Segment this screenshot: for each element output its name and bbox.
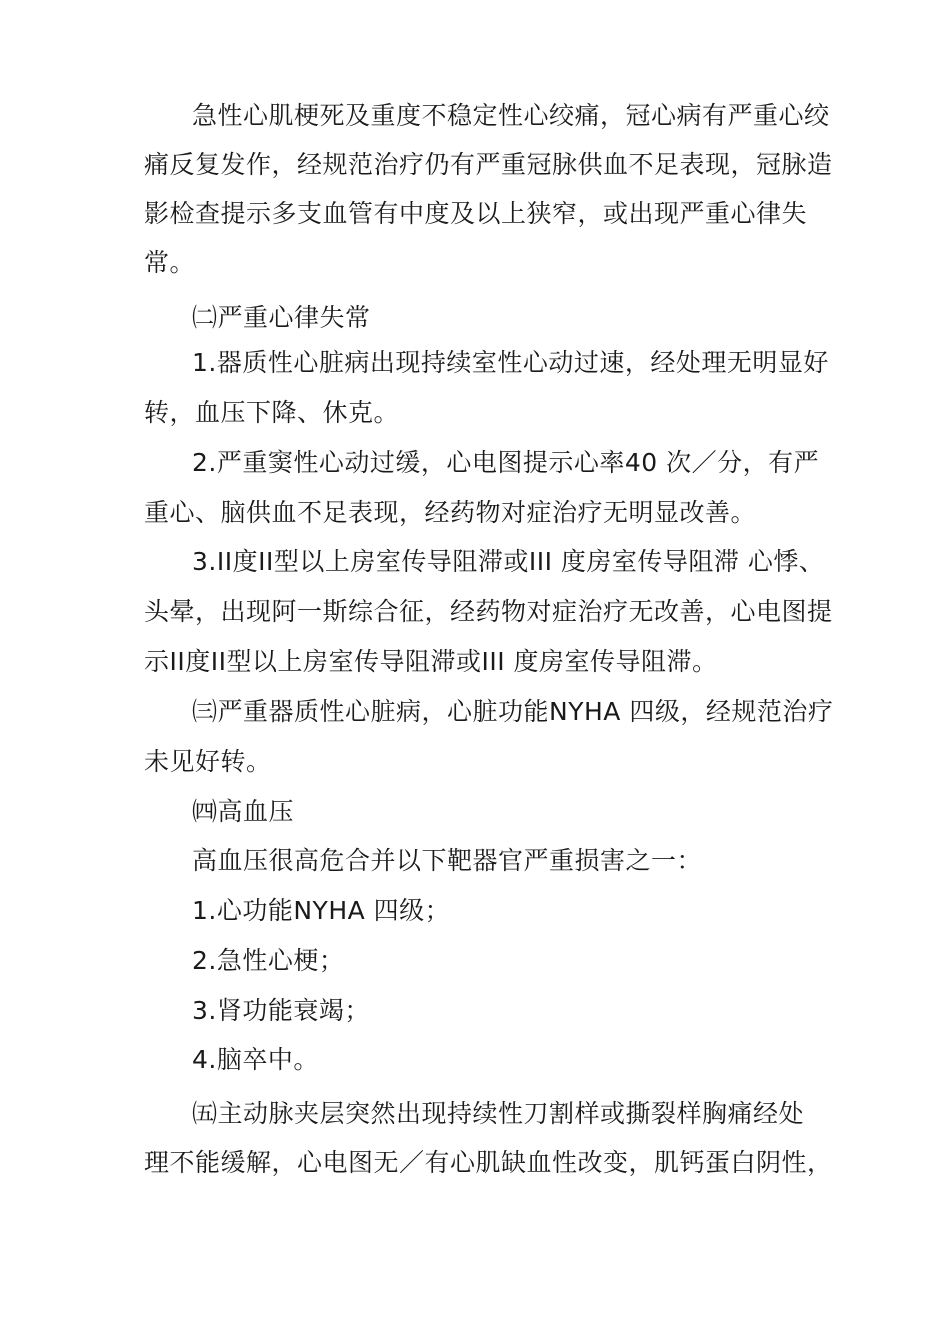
text-line: 理不能缓解，心电图无／有心肌缺血性改变，肌钙蛋白阴性， (144, 1148, 833, 1177)
list-item: 2.急性心梗； (192, 946, 345, 975)
text-line: 示II度II型以上房室传导阻滞或III 度房室传导阻滞。 (144, 647, 718, 676)
text-line: 重心、脑供血不足表现，经药物对症治疗无明显改善。 (144, 498, 757, 527)
text-line: 3.II度II型以上房室传导阻滞或III 度房室传导阻滞 心悸、 (192, 547, 825, 576)
text-line: 1.器质性心脏病出现持续室性心动过速，经处理无明显好 (192, 348, 829, 377)
section-heading: ㈢严重器质性心脏病，心脏功能NYHA 四级，经规范治疗 (192, 697, 834, 726)
section-heading: ㈡严重心律失常 (192, 303, 371, 332)
text-line: 影检查提示多支血管有中度及以上狭窄，或出现严重心律失 (144, 199, 808, 228)
list-item: 3.肾功能衰竭； (192, 996, 370, 1025)
section-heading: ㈤主动脉夹层突然出现持续性刀割样或撕裂样胸痛经处 (192, 1099, 805, 1128)
text-line: 2.严重窦性心动过缓，心电图提示心率40 次／分，有严 (192, 448, 820, 477)
text-line: 未见好转。 (144, 747, 272, 776)
text-line: 高血压很高危合并以下靶器官严重损害之一： (192, 846, 703, 875)
text-line: 头晕，出现阿一斯综合征，经药物对症治疗无改善，心电图提 (144, 597, 833, 626)
list-item: 4.脑卒中。 (192, 1045, 319, 1074)
list-item: 1.心功能NYHA 四级； (192, 896, 451, 925)
text-line: 转，血压下降、休克。 (144, 398, 400, 427)
text-line: 急性心肌梗死及重度不稳定性心绞痛，冠心病有严重心绞 (192, 101, 830, 130)
section-heading: ㈣高血压 (192, 797, 295, 826)
text-line: 常。 (144, 248, 196, 277)
text-line: 痛反复发作，经规范治疗仍有严重冠脉供血不足表现，冠脉造 (144, 150, 833, 179)
